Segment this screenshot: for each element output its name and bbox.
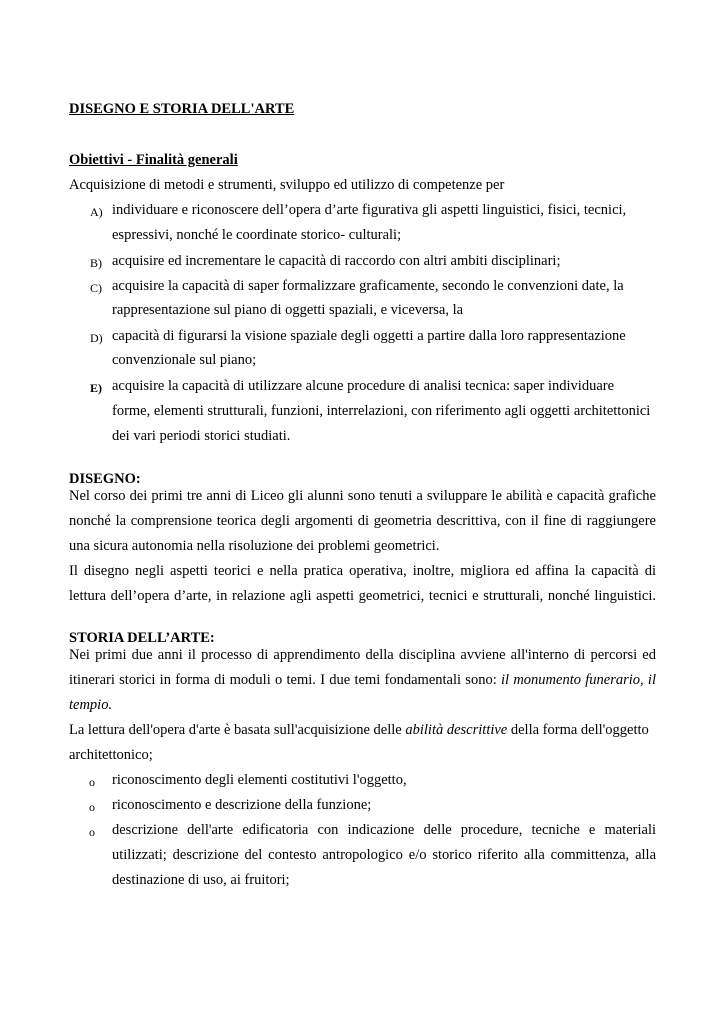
bullet-icon: o (89, 825, 95, 839)
storia-line-1: Nei primi due anni il processo di apprendimento della disciplina avviene all'interno di percorsi ed (69, 647, 656, 663)
list-item-e-line-1: acquisire la capacità di utilizzare alcune procedure di analisi tecnica: saper individuare (112, 378, 615, 394)
disegno-heading: DISEGNO: (69, 471, 141, 487)
storia-line-4 (69, 722, 649, 739)
disegno-line-2: nonché la comprensione teorica degli argomenti di geometria descrittiva, con il fine di raggiungere (69, 513, 656, 529)
list-marker-a: A) (90, 205, 103, 219)
storia-bullet-1-line-1: riconoscimento degli elementi costitutivi l'oggetto, (112, 772, 407, 788)
storia-line-2-text: itinerari storici in forma di moduli o temi. I due temi fondamentali sono: (69, 672, 501, 688)
objectives-heading: Obiettivi - Finalità generali (69, 152, 238, 168)
storia-line-2-italic: il monumento funerario, il (501, 672, 656, 688)
storia-bullet-3-line-1: descrizione dell'arte edificatoria con indicazione delle procedure, tecniche e materiali (112, 822, 656, 838)
storia-heading: STORIA DELL’ARTE: (69, 630, 215, 646)
storia-bullet-3-line-2: utilizzati; descrizione del contesto antropologico e/o storico riferito alla committenza, alla (112, 847, 656, 863)
storia-line-4-italic: abilità descrittive (405, 722, 508, 738)
bullet-icon: o (89, 775, 95, 789)
storia-bullet-3-line-3: destinazione di uso, ai fruitori; (112, 872, 290, 888)
list-item-e-line-3: dei vari periodi storici studiati. (112, 428, 291, 444)
list-item-b-line-1: acquisire ed incrementare le capacità di raccordo con altri ambiti disciplinari; (112, 253, 561, 269)
storia-line-3 (69, 697, 112, 714)
list-item-e-line-2: forme, elementi strutturali, funzioni, interrelazioni, con riferimento agli oggetti architettonici (112, 403, 651, 419)
disegno-line-4: Il disegno negli aspetti teorici e nella pratica operativa, inoltre, migliora ed affina la capacità di (69, 563, 656, 579)
list-item-c-line-1: acquisire la capacità di saper formalizzare graficamente, secondo le convenzioni date, la (112, 278, 624, 294)
storia-bullet-2-line-1: riconoscimento e descrizione della funzione; (112, 797, 372, 813)
storia-line-4-text-a: La lettura dell'opera d'arte è basata sull'acquisizione delle (69, 722, 406, 738)
document-title: DISEGNO E STORIA DELL'ARTE (69, 101, 295, 117)
storia-line-3-italic: tempio. (69, 697, 113, 713)
storia-line-4-text-b: della forma dell'oggetto (507, 722, 649, 738)
disegno-line-1: Nel corso dei primi tre anni di Liceo gli alunni sono tenuti a sviluppare le abilità e capacità grafiche (69, 488, 656, 504)
list-item-a-line-1: individuare e riconoscere dell’opera d’arte figurativa gli aspetti linguistici, fisici, tecnici, (112, 202, 627, 218)
list-item-c-line-2: rappresentazione sul piano di oggetti spaziali, e viceversa, la (112, 302, 464, 318)
list-item-d-line-1: capacità di figurarsi la visione spaziale degli oggetti a partire dalla loro rappresentazione (112, 328, 626, 344)
list-item-a-line-2: espressivi, nonché le coordinate storico- culturali; (112, 227, 402, 243)
list-marker-c: C) (90, 281, 102, 295)
list-marker-b: B) (90, 256, 102, 270)
storia-line-2 (69, 672, 656, 689)
disegno-line-5: lettura dell’opera d’arte, in relazione agli aspetti geometrici, tecnici e strutturali, nonché linguistici. (69, 588, 656, 604)
list-marker-d: D) (90, 331, 103, 345)
disegno-line-3: una sicura autonomia nella risoluzione dei problemi geometrici. (69, 538, 440, 554)
storia-line-5: architettonico; (69, 747, 153, 763)
list-marker-e: E) (90, 381, 102, 395)
list-item-d-line-2: convenzionale sul piano; (112, 352, 257, 368)
bullet-icon: o (89, 800, 95, 814)
objectives-intro: Acquisizione di metodi e strumenti, sviluppo ed utilizzo di competenze per (69, 177, 505, 193)
